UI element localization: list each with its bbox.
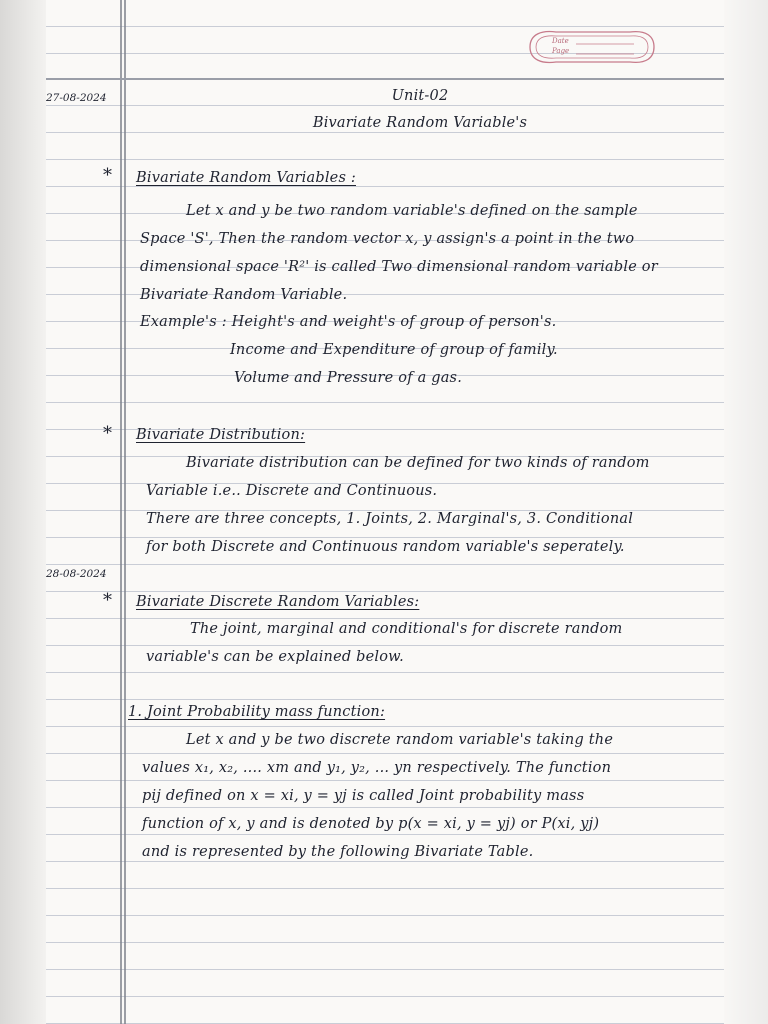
text-line: function of x, y and is denoted by p(x = xi, y = yj) or P(xi, yj) (142, 816, 600, 832)
text-line: Bivariate distribution can be defined for two kinds of random (186, 455, 650, 471)
page-title: Bivariate Random Variable's (312, 115, 528, 131)
margin-line (120, 0, 122, 1024)
stamp-date-label: Date (552, 37, 569, 45)
section-heading: Bivariate Random Variables : (136, 170, 356, 186)
stamp-page-label: Page (552, 47, 570, 55)
bullet-marker: * (103, 423, 112, 444)
header-rule (46, 78, 724, 80)
section-heading: Bivariate Distribution: (136, 427, 306, 443)
section-heading: 1. Joint Probability mass function: (128, 704, 386, 720)
bullet-marker: * (103, 165, 112, 186)
text-line: Space 'S', Then the random vector x, y assign's a point in the two (140, 231, 635, 247)
entry-date: 27-08-2024 (46, 92, 107, 104)
text-line: and is represented by the following Bivariate Table. (142, 844, 534, 860)
text-line: Let x and y be two discrete random variable's taking the (186, 732, 614, 748)
margin-line-inner (124, 0, 126, 1024)
text-line: for both Discrete and Continuous random variable's seperately. (146, 539, 625, 555)
text-line: There are three concepts, 1. Joints, 2. Marginal's, 3. Conditional (146, 511, 634, 527)
text-line: Example's : Height's and weight's of group of person's. (140, 314, 557, 330)
date-page-stamp (522, 26, 660, 68)
bullet-marker: * (103, 590, 112, 611)
page-binding-shadow (0, 0, 46, 1024)
text-line: Income and Expenditure of group of family. (230, 342, 558, 358)
text-line: variable's can be explained below. (146, 649, 404, 665)
text-line: The joint, marginal and conditional's for discrete random (190, 621, 623, 637)
text-line: Variable i.e.. Discrete and Continuous. (146, 483, 438, 499)
text-line: Bivariate Random Variable. (140, 287, 348, 303)
unit-title: Unit-02 (391, 88, 449, 104)
text-line: Let x and y be two random variable's defined on the sample (186, 203, 638, 219)
text-line: dimensional space 'R²' is called Two dimensional random variable or (140, 259, 658, 275)
text-line: Volume and Pressure of a gas. (234, 370, 463, 386)
text-line: pij defined on x = xi, y = yj is called Joint probability mass (142, 788, 585, 804)
entry-date: 28-08-2024 (46, 568, 107, 580)
section-heading: Bivariate Discrete Random Variables: (136, 594, 420, 610)
text-line: values x₁, x₂, .... xm and y₁, y₂, ... yn respectively. The function (142, 760, 612, 776)
page-right-edge (724, 0, 768, 1024)
